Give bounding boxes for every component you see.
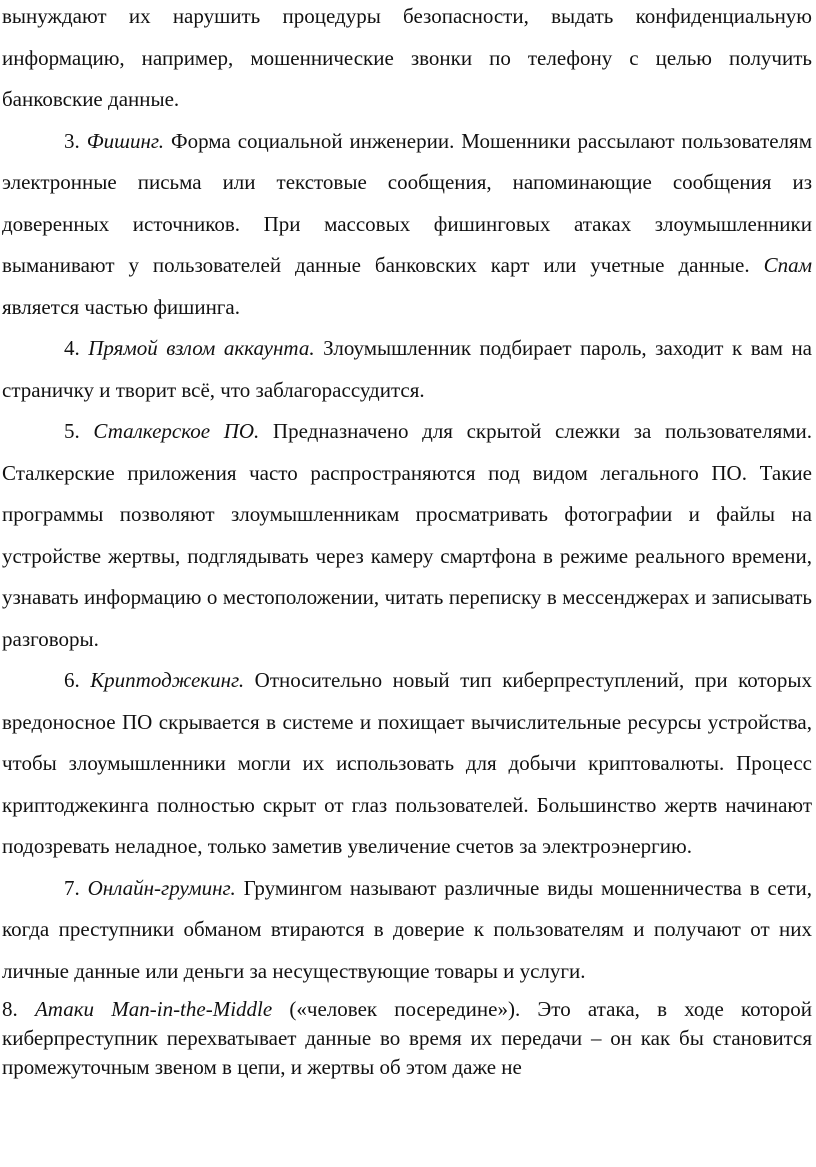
item-number: 4. (64, 336, 80, 360)
item-term: Атаки Man-in-the-Middle (34, 997, 273, 1021)
paragraph-item-6 (2, 660, 812, 868)
item-number: 3. (64, 128, 80, 153)
item-text: Форма социальной инженерии. Мошенники рассылают пользователям электронные письма или текстовые сообщения, напоминающие сообщения из доверенных источников. При массовых фишинговых атаках злоумышленники выманивают у пользователей данные банковских карт или учетные данные. (2, 128, 813, 277)
item-text: Предназначено для скрытой слежки за пользователями. Сталкерские приложения часто распространяются под видом легального ПО. Такие программы позволяют злоумышленникам просматривать фотографии и файлы на устройстве жертвы, подглядывать через камеру смартфона в режиме реального времени, узнавать информацию о местоположении, читать переписку в мессенджерах и записывать разговоры. (2, 419, 813, 651)
item-term: Онлайн-груминг. (87, 875, 236, 900)
item-number: 5. (64, 419, 80, 443)
item-text: Злоумышленник подбирает пароль, заходит к вам на страничку и творит всё, что заблагорассудится. (2, 336, 812, 402)
item-term: Прямой взлом аккаунта. (88, 336, 315, 360)
paragraph-text: вынуждают их нарушить процедуры безопасности, выдать конфиденциальную информацию, например, мошеннические звонки по телефону с целью получить банковские данные. (2, 4, 812, 111)
item-text: Относительно новый тип киберпреступлений, при которых вредоносное ПО скрывается в системе и похищает вычислительные ресурсы устройства, чтобы злоумышленники могли их использовать для добычи криптовалюты. Процесс криптоджекинга полностью скрыт от глаз пользователей. Большинство жертв начинают подозревать неладное, только заметив увеличение счетов за электроэнергию. (2, 668, 813, 858)
paragraph-item-8 (2, 995, 812, 1082)
item-term: Фишинг. (86, 128, 165, 153)
paragraph-item-3 (2, 121, 812, 329)
item-term: Криптоджекинг. (90, 668, 245, 692)
item-text: Грумингом называют различные виды мошенничества в сети, когда преступники обманом втираются в доверие к пользователям и получают от них личные данные или деньги за несуществующие товары и услуги. (2, 875, 813, 983)
item-number: 8. (2, 997, 18, 1021)
item-term-secondary: Спам (763, 253, 813, 277)
item-term: Сталкерское ПО. (93, 419, 260, 443)
item-text: («человек посередине»). Это атака, в ходе которой киберпреступник перехватывает данные во время их передачи – он как бы становится промежуточным звеном в цепи, и жертвы об этом даже не (2, 997, 813, 1079)
paragraph-continuation (2, 0, 812, 121)
item-number: 7. (64, 875, 80, 900)
paragraph-item-5 (2, 411, 812, 660)
item-text-secondary: является частью фишинга. (2, 294, 240, 319)
paragraph-item-7 (2, 868, 812, 993)
item-number: 6. (64, 668, 80, 692)
paragraph-item-4 (2, 328, 812, 411)
